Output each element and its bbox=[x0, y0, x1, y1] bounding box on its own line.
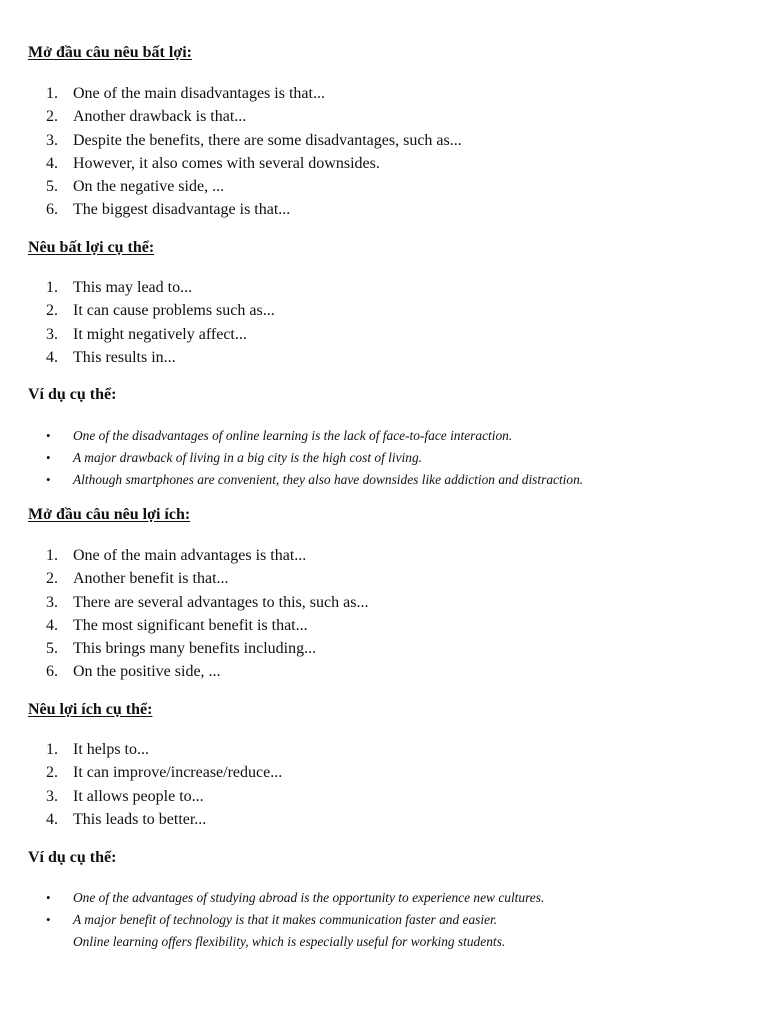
list-item: 3. It allows people to... bbox=[46, 787, 204, 805]
heading-specific-disadvantages: Nêu bất lợi cụ thể: bbox=[28, 239, 155, 256]
bullet-icon: • bbox=[46, 450, 51, 465]
heading-advantage-openers: Mở đầu câu nêu lợi ích: bbox=[28, 506, 191, 523]
list-item: 6. The biggest disadvantage is that... bbox=[46, 201, 291, 219]
list-item: 3. There are several advantages to this, such as... bbox=[46, 593, 369, 611]
disadvantage-examples-list bbox=[46, 425, 583, 491]
list-item: 4. This results in... bbox=[46, 348, 176, 366]
list-item: 2. It can improve/increase/reduce... bbox=[46, 764, 283, 782]
list-item: • A major drawback of living in a big city is the high cost of living. bbox=[46, 447, 583, 469]
list-item: 2. Another drawback is that... bbox=[46, 108, 247, 126]
heading-disadvantage-openers: Mở đầu câu nêu bất lợi: bbox=[28, 44, 192, 61]
heading-examples-advantages: Ví dụ cụ thể: bbox=[28, 849, 117, 866]
list-item: 2. Another benefit is that... bbox=[46, 570, 229, 588]
list-item: 3. Despite the benefits, there are some disadvantages, such as... bbox=[46, 131, 462, 149]
list-item: • Although smartphones are convenient, they also have downsides like addiction and distraction. bbox=[46, 469, 583, 491]
disadvantage-openers-list bbox=[46, 82, 462, 222]
bullet-icon: • bbox=[46, 912, 51, 927]
list-item: 2. It can cause problems such as... bbox=[46, 302, 275, 320]
list-item: 1. It helps to... bbox=[46, 741, 149, 758]
list-item: 1. One of the main disadvantages is that... bbox=[46, 85, 325, 102]
list-item: Online learning offers flexibility, which is especially useful for working students. bbox=[73, 934, 506, 949]
advantage-openers-list bbox=[46, 544, 368, 684]
specific-advantages-list bbox=[46, 738, 282, 831]
list-item: 4. The most significant benefit is that... bbox=[46, 616, 308, 634]
bullet-icon: • bbox=[46, 472, 51, 487]
list-item: 6. On the positive side, ... bbox=[46, 663, 221, 681]
list-item: 4. This leads to better... bbox=[46, 810, 207, 828]
list-item: • One of the disadvantages of online learning is the lack of face-to-face interaction. bbox=[46, 425, 583, 447]
list-item: 3. It might negatively affect... bbox=[46, 325, 247, 343]
list-item: 5. On the negative side, ... bbox=[46, 178, 225, 196]
list-item: 1. This may lead to... bbox=[46, 279, 193, 296]
specific-disadvantages-list bbox=[46, 276, 275, 369]
list-item: 1. One of the main advantages is that... bbox=[46, 547, 307, 564]
list-item: • One of the advantages of studying abroad is the opportunity to experience new cultures. bbox=[46, 887, 544, 909]
advantage-examples-list bbox=[46, 887, 544, 953]
list-item: • A major benefit of technology is that it makes communication faster and easier. bbox=[46, 909, 544, 931]
list-item: 5. This brings many benefits including... bbox=[46, 640, 317, 658]
bullet-icon: • bbox=[46, 428, 51, 443]
heading-examples-disadvantages: Ví dụ cụ thể: bbox=[28, 386, 117, 403]
heading-specific-advantages: Nêu lợi ích cụ thể: bbox=[28, 701, 153, 718]
list-item: 4. However, it also comes with several downsides. bbox=[46, 154, 380, 172]
bullet-icon: • bbox=[46, 890, 51, 905]
